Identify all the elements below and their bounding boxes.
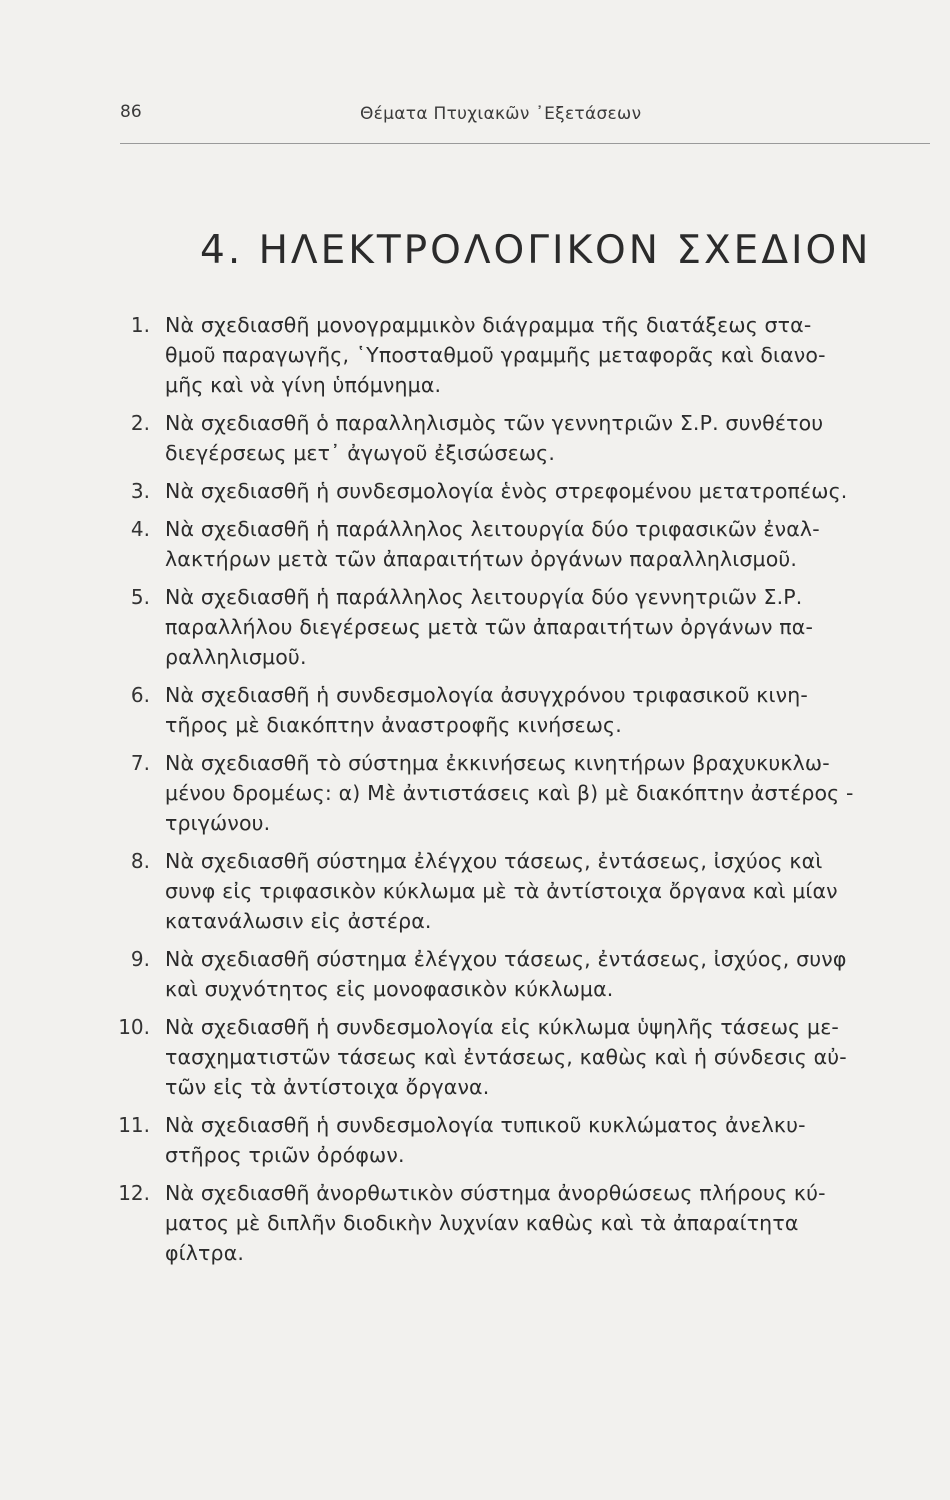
item-number: 5. (130, 585, 150, 609)
item-number: 7. (130, 751, 150, 775)
item-text (165, 1012, 920, 1102)
item-text (165, 944, 920, 1004)
item-text-line: κατανάλωσιν εἰς ἀστέρα. (165, 909, 432, 933)
list-item (0, 514, 950, 574)
item-text (165, 310, 920, 400)
item-text-line: τασχηματιστῶν τάσεως καὶ ἐντάσεως, καθὼς καὶ ἡ σύνδεσις αὐ- (165, 1045, 847, 1069)
item-text-line: τῆρος μὲ διακόπτην ἀναστροφῆς κινήσεως. (165, 713, 622, 737)
item-text-line: Νὰ σχεδιασθῆ ἡ συνδεσμολογία εἰς κύκλωμα ὑψηλῆς τάσεως με- (165, 1015, 839, 1039)
item-text-line: ραλληλισμοῦ. (165, 645, 307, 669)
item-text-line: τριγώνου. (165, 811, 271, 835)
chapter-title: 4. ΗΛΕΚΤΡΟΛΟΓΙΚΟΝ ΣΧΕΔΙΟΝ (200, 228, 872, 273)
item-number: 12. (118, 1181, 150, 1205)
item-text-line: Νὰ σχεδιασθῆ ὁ παραλληλισμὸς τῶν γεννητριῶν Σ.Ρ. συνθέτου (165, 411, 824, 435)
item-text (165, 1178, 920, 1268)
item-text-line: θμοῦ παραγωγῆς, ῾Υποσταθμοῦ γραμμῆς μεταφορᾶς καὶ διανο- (165, 343, 826, 367)
item-text-line: παραλλήλου διεγέρσεως μετὰ τῶν ἀπαραιτήτων ὀργάνων πα- (165, 615, 814, 639)
item-number: 9. (130, 947, 150, 971)
item-text-line: ματος μὲ διπλῆν διοδικὴν λυχνίαν καθὼς καὶ τὰ ἀπαραίτητα (165, 1211, 799, 1235)
list-item (0, 476, 950, 506)
item-text-line: Νὰ σχεδιασθῆ ἡ παράλληλος λειτουργία δύο τριφασικῶν ἐναλ- (165, 517, 820, 541)
item-text-line: Νὰ σχεδιασθῆ ἡ παράλληλος λειτουργία δύο γεννητριῶν Σ.Ρ. (165, 585, 803, 609)
item-text-line: Νὰ σχεδιασθῆ σύστημα ἐλέγχου τάσεως, ἐντάσεως, ἰσχύος, συνφ (165, 947, 847, 971)
list-item (0, 582, 950, 672)
item-text-line: Νὰ σχεδιασθῆ τὸ σύστημα ἐκκινήσεως κινητήρων βραχυκυκλω- (165, 751, 830, 775)
item-text-line: συνφ εἰς τριφασικὸν κύκλωμα μὲ τὰ ἀντίστοιχα ὄργανα καὶ μίαν (165, 879, 838, 903)
item-number: 6. (130, 683, 150, 707)
item-text (165, 408, 920, 468)
list-item (0, 846, 950, 936)
item-text-line: στῆρος τριῶν ὀρόφων. (165, 1143, 405, 1167)
item-number: 4. (130, 517, 150, 541)
item-number: 3. (130, 479, 150, 503)
item-text-line: μῆς καὶ νὰ γίνη ὑπόμνημα. (165, 373, 442, 397)
item-text-line: Νὰ σχεδιασθῆ ἡ συνδεσμολογία τυπικοῦ κυκλώματος ἀνελκυ- (165, 1113, 806, 1137)
item-text-line: Νὰ σχεδιασθῆ ἀνορθωτικὸν σύστημα ἀνορθώσεως πλήρους κύ- (165, 1181, 826, 1205)
item-text-line: Νὰ σχεδιασθῆ σύστημα ἐλέγχου τάσεως, ἐντάσεως, ἰσχύος καὶ (165, 849, 823, 873)
item-number: 2. (130, 411, 150, 435)
item-number: 1. (130, 313, 150, 337)
item-number: 10. (118, 1015, 150, 1039)
topic-list (0, 310, 950, 1276)
header-rule (120, 143, 930, 144)
list-item (0, 310, 950, 400)
item-text-line: διεγέρσεως μετ᾿ ἀγωγοῦ ἐξισώσεως. (165, 441, 556, 465)
list-item (0, 748, 950, 838)
item-number: 11. (118, 1113, 150, 1137)
item-text-line: λακτήρων μετὰ τῶν ἀπαραιτήτων ὀργάνων παραλληλισμοῦ. (165, 547, 798, 571)
list-item (0, 1110, 950, 1170)
item-text-line: Νὰ σχεδιασθῆ ἡ συνδεσμολογία ἑνὸς στρεφομένου μετατροπέως. (165, 479, 848, 503)
item-text (165, 582, 920, 672)
list-item (0, 680, 950, 740)
item-text-line: τῶν εἰς τὰ ἀντίστοιχα ὄργανα. (165, 1075, 490, 1099)
item-text (165, 514, 920, 574)
item-text-line: Νὰ σχεδιασθῆ ἡ συνδεσμολογία ἀσυγχρόνου τριφασικοῦ κινη- (165, 683, 808, 707)
item-text-line: μένου δρομέως: α) Μὲ ἀντιστάσεις καὶ β) μὲ διακόπτην ἀστέρος - (165, 781, 854, 805)
item-text-line: Νὰ σχεδιασθῆ μονογραμμικὸν διάγραμμα τῆς διατάξεως στα- (165, 313, 812, 337)
item-number: 8. (130, 849, 150, 873)
item-text (165, 680, 920, 740)
list-item (0, 1012, 950, 1102)
list-item (0, 408, 950, 468)
item-text (165, 476, 920, 506)
list-item (0, 1178, 950, 1268)
running-title: Θέματα Πτυχιακῶν ᾿Εξετάσεων (360, 104, 642, 124)
list-item (0, 944, 950, 1004)
running-head (120, 102, 930, 132)
item-text (165, 748, 920, 838)
item-text-line: καὶ συχνότητος εἰς μονοφασικὸν κύκλωμα. (165, 977, 614, 1001)
item-text (165, 846, 920, 936)
page-number: 86 (120, 102, 142, 122)
item-text-line: φίλτρα. (165, 1241, 245, 1265)
item-text (165, 1110, 920, 1170)
